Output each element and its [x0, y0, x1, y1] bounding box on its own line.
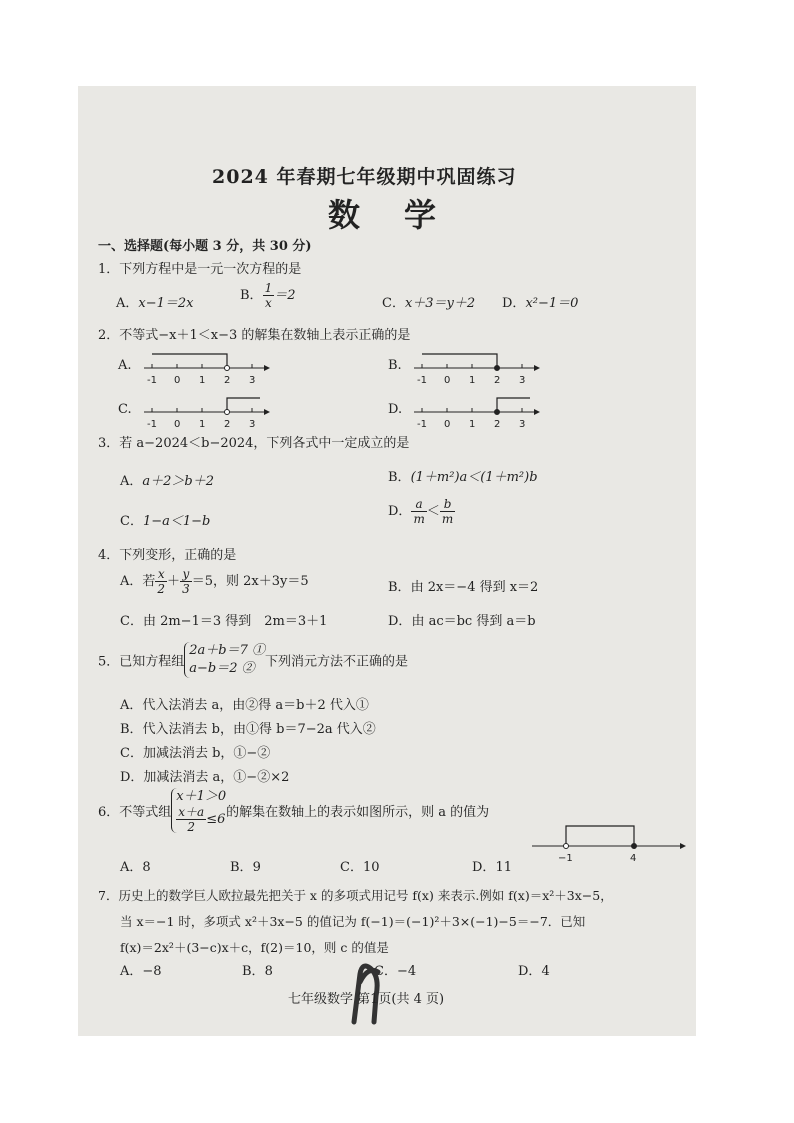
option-label: D． [472, 860, 496, 875]
question-1-stem: 1．下列方程中是一元一次方程的是 [98, 262, 302, 277]
q7-option-a [120, 960, 162, 979]
tick-label: -1 [417, 375, 427, 386]
option-text: a＋2＞b＋2 [142, 474, 215, 489]
question-7-line-1: 7．历史上的数学巨人欧拉最先把关于 x 的多项式用记号 f(x) 来表示.例如 f(x)＝x²＋3x−5， [98, 888, 613, 903]
tick-label: 1 [199, 419, 206, 430]
equation-system [184, 642, 265, 678]
fraction [440, 498, 455, 525]
q5-option-c: C．加减法消去 b，①−② [120, 746, 271, 761]
stem-text: 下列消元方法不正确的是 [265, 654, 409, 670]
numerator: x＋a [178, 805, 205, 819]
tick-label: 2 [494, 419, 501, 430]
denominator: 2 [157, 582, 166, 596]
option-text: (1＋m²)a＜(1＋m²)b [410, 470, 538, 485]
option-text: 若 [142, 574, 156, 589]
tick-label: 0 [444, 375, 451, 386]
tick-label: 0 [174, 375, 181, 386]
tick-label: -1 [147, 419, 157, 430]
tick-label: 0 [444, 419, 451, 430]
inequality-2 [176, 806, 226, 833]
q4-option-d [388, 610, 536, 629]
denominator: m [441, 512, 454, 526]
tick-label: 3 [519, 419, 526, 430]
equation-1: 2a＋b＝7 ① [189, 643, 266, 658]
q1-option-d [502, 292, 578, 311]
option-label: A． [120, 964, 143, 979]
operator: ＋ [167, 574, 181, 589]
option-label: D． [518, 964, 542, 979]
inequality-rest: ≤6 [206, 812, 226, 827]
option-label: B． [388, 470, 411, 485]
tick-label: 3 [519, 375, 526, 386]
question-7-line-3: f(x)＝2x²＋(3−c)x＋c，f(2)＝10，则 c 的值是 [120, 940, 389, 955]
axis-label-left: −1 [558, 853, 573, 864]
axis-label-right: 4 [630, 853, 637, 864]
q6-option-c [340, 856, 380, 875]
q2-label-b: B. [388, 358, 402, 373]
subject-title: 数 学 [328, 196, 443, 234]
stem-text: 6．不等式组 [98, 805, 172, 820]
question-4-stem: 4．下列变形，正确的是 [98, 548, 237, 563]
page-footer: 七年级数学 第1页(共 4 页) [288, 992, 445, 1007]
tick-label: 1 [469, 419, 476, 430]
option-text: ＝5，则 2x＋3y＝5 [191, 574, 309, 589]
tick-label: 2 [494, 375, 501, 386]
option-text: 由 2m−1＝3 得到 2m＝3＋1 [142, 614, 328, 629]
stem-text: 5．已知方程组 [98, 654, 185, 670]
tick-label: 2 [224, 375, 231, 386]
option-text: 8 [142, 860, 151, 875]
option-text: x²−1＝0 [525, 296, 579, 311]
option-text: ＝2 [274, 288, 296, 303]
option-text: x−1＝2x [138, 296, 194, 311]
q3-option-b [388, 466, 538, 485]
option-text: 10 [362, 860, 380, 875]
q5-option-d: D．加减法消去 a，①−②×2 [120, 770, 290, 785]
q3-option-d [388, 498, 455, 525]
option-label: B． [240, 288, 263, 303]
option-text: 1−a＜1−b [142, 514, 211, 529]
option-label: C． [382, 296, 405, 311]
fraction [176, 806, 206, 833]
option-label: D． [388, 504, 412, 519]
question-2-stem: 2．不等式−x＋1＜x−3 的解集在数轴上表示正确的是 [98, 328, 411, 343]
q4-option-b [388, 576, 538, 595]
q7-option-d [518, 960, 550, 979]
denominator: m [413, 512, 425, 526]
q3-option-c [120, 510, 210, 529]
denominator: x [264, 296, 272, 310]
numerator: y [180, 568, 192, 582]
inequality-system [171, 788, 226, 833]
exam-sheet [78, 86, 696, 1036]
q7-option-b [242, 960, 273, 979]
q1-option-c [382, 292, 475, 311]
question-5-stem [98, 642, 408, 678]
option-text: −4 [396, 964, 417, 979]
q2-label-a: A. [118, 358, 132, 373]
number-line-b [412, 348, 542, 388]
operator: ＜ [426, 504, 440, 519]
q4-option-c [120, 610, 327, 629]
option-text: 9 [252, 860, 261, 875]
denominator: 2 [187, 820, 196, 834]
stem-text: 的解集在数轴上的表示如图所示，则 a 的值为 [226, 805, 490, 820]
q6-option-b [230, 856, 261, 875]
option-text: 11 [495, 860, 512, 875]
tick-label: 1 [199, 375, 206, 386]
option-label: A． [120, 474, 143, 489]
option-label: B． [388, 580, 411, 595]
option-label: B． [242, 964, 265, 979]
option-label: C． [374, 964, 397, 979]
option-label: C． [120, 614, 143, 629]
number-line-d [412, 392, 542, 432]
numerator: x [155, 568, 167, 582]
q5-option-a: A．代入法消去 a，由②得 a＝b＋2 代入① [120, 698, 369, 713]
option-text: x＋3＝y＋2 [404, 296, 476, 311]
section-heading: 一、选择题(每小题 3 分，共 30 分) [98, 239, 312, 254]
inequality-1: x＋1＞0 [176, 789, 227, 804]
q2-label-c: C. [118, 402, 132, 417]
exam-title: 2024 年春期七年级期中巩固练习 [212, 166, 517, 188]
number-line-a [142, 348, 272, 388]
option-text: 8 [264, 964, 273, 979]
option-label: A． [120, 574, 143, 589]
q6-option-d [472, 856, 512, 875]
q2-label-d: D. [388, 402, 403, 417]
tick-label: 2 [224, 419, 231, 430]
question-3-stem: 3．若 a−2024＜b−2024，下列各式中一定成立的是 [98, 436, 410, 451]
q4-option-a [120, 568, 309, 595]
q3-option-a [120, 470, 214, 489]
tick-label: 1 [469, 375, 476, 386]
option-label: D． [502, 296, 526, 311]
fraction [155, 568, 167, 595]
option-label: B． [230, 860, 253, 875]
option-label: C． [340, 860, 363, 875]
option-label: D． [388, 614, 412, 629]
question-6-stem [98, 788, 489, 833]
option-label: A． [120, 860, 143, 875]
tick-label: 3 [249, 375, 256, 386]
tick-label: -1 [417, 419, 427, 430]
numerator: a [411, 498, 426, 512]
option-text: 由 ac＝bc 得到 a＝b [411, 614, 536, 629]
q6-option-a [120, 856, 151, 875]
numerator: b [440, 498, 455, 512]
q1-option-a [116, 292, 194, 311]
option-text: 4 [541, 964, 550, 979]
tick-label: 3 [249, 419, 256, 430]
tick-label: 0 [174, 419, 181, 430]
option-label: C． [120, 514, 143, 529]
option-label: A． [116, 296, 139, 311]
number-line-c [142, 392, 272, 432]
equation-2: a−b＝2 ② [189, 661, 255, 676]
fraction [180, 568, 192, 595]
tick-label: -1 [147, 375, 157, 386]
question-7-line-2: 当 x＝−1 时，多项式 x²＋3x−5 的值记为 f(−1)＝(−1)²＋3×(−1)−5＝−7．已知 [120, 914, 586, 929]
denominator: 3 [182, 582, 190, 596]
q5-option-b: B．代入法消去 b，由①得 b＝7−2a 代入② [120, 722, 376, 737]
q6-number-line [530, 818, 690, 864]
fraction [411, 498, 426, 525]
option-text: −8 [142, 964, 162, 979]
q1-option-b [240, 282, 295, 309]
fraction [263, 282, 275, 309]
numerator: 1 [264, 281, 273, 295]
option-text: 由 2x＝−4 得到 x＝2 [410, 580, 539, 595]
